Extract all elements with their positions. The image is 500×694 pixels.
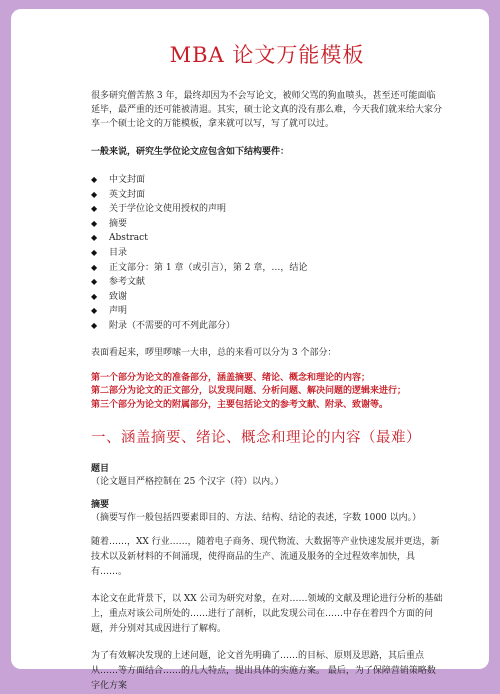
list-item: ◆ 关于学位论文使用授权的声明 (91, 202, 443, 217)
list-item: ◆ 目录 (91, 246, 443, 261)
list-item: ◆ 中文封面 (91, 173, 443, 188)
list-item: ◆ 参考文献 (91, 275, 443, 290)
list-item-text: 正文部分：第 1 章（或引言），第 2 章， (109, 262, 272, 273)
topic-note: （论文题目严格控制在 25 个汉字（符）以内。） (91, 477, 284, 488)
page-title: MBA 论文万能模板 (169, 43, 365, 67)
part-one-text: 第一个部分为论文的准备部分，涵盖摘要、绪论、概念和理论的内容； (91, 372, 371, 383)
structure-list (91, 173, 443, 334)
abstract-label: 摘要 (91, 500, 110, 511)
list-item: ◆ Abstract (91, 231, 443, 246)
body-paragraph: 本论文在此背景下，以 XX 公司为研究对象，在对……领域的文献及理论进行分析的基础上，重点对该公司所处的……进行了剖析，以此发现公司在……中存在着四个方面的问题，并分别对其成因进行了解构。 (91, 594, 443, 635)
intro-paragraph: 很多研究僧苦熬 3 年，最终却因为不会写论文，被师父骂的狗血喷头，甚至还可能面临延毕，最严重的还可能被清退。其实，硕士论文真的没有那么难，今天我们就来给大家分享一个硕士论文的万能模板，拿来就可以写，写了就可以过。 (91, 91, 443, 129)
topic-label: 题目 (91, 464, 110, 475)
document-content (11, 9, 489, 694)
requirement-heading: 一般来说，研究生学位论文应包含如下结构要件： (91, 147, 290, 157)
document-page (11, 9, 489, 692)
list-item: ◆ 致谢 (91, 290, 443, 305)
body-paragraph: 随着……，XX 行业……，随着电子商务、现代物流、大数据等产业快速发展并更迭，新技术以及新材料的不间涌现，使得商品的生产、流通及服务的全过程效率加快，具有……。 (91, 537, 440, 578)
section-heading: 一、涵盖摘要、绪论、概念和理论的内容（最难） (91, 430, 421, 447)
part-three-text: 第三个部分为论文的附属部分，主要包括论文的参考文献、附录、致谢等。 (91, 399, 389, 410)
body-paragraph: 为了有效解决发现的上述问题，论文首先明确了……的目标、原则及思路，其后重点从……等方面结合……的几大特点，提出具体的实施方案。 最后，为了保障营销策略数字化方案 (91, 651, 436, 692)
list-item-suffix: ，结论 (280, 262, 308, 273)
list-item: ◆ 附录（不需要的可不列此部分） (91, 319, 443, 334)
abstract-note: （摘要写作一般包括四要素即目的、方法、结构、结论的表述，字数 1000 以内。） (91, 513, 422, 524)
summary-paragraph: 表面看起来，啰里啰嗦一大串，总的来看可以分为 3 个部分： (91, 347, 337, 358)
parts-block (91, 372, 443, 413)
part-two-text: 第二部分为论文的正文部分，以发现问题、分析问题、解决问题的逻辑来进行； (91, 386, 407, 397)
list-item: ◆ 英文封面 (91, 188, 443, 203)
list-item: ◆ 摘要 (91, 217, 443, 232)
list-item (91, 261, 443, 276)
list-item: ◆ 声明 (91, 304, 443, 319)
ellipsis-text: … (271, 262, 281, 273)
